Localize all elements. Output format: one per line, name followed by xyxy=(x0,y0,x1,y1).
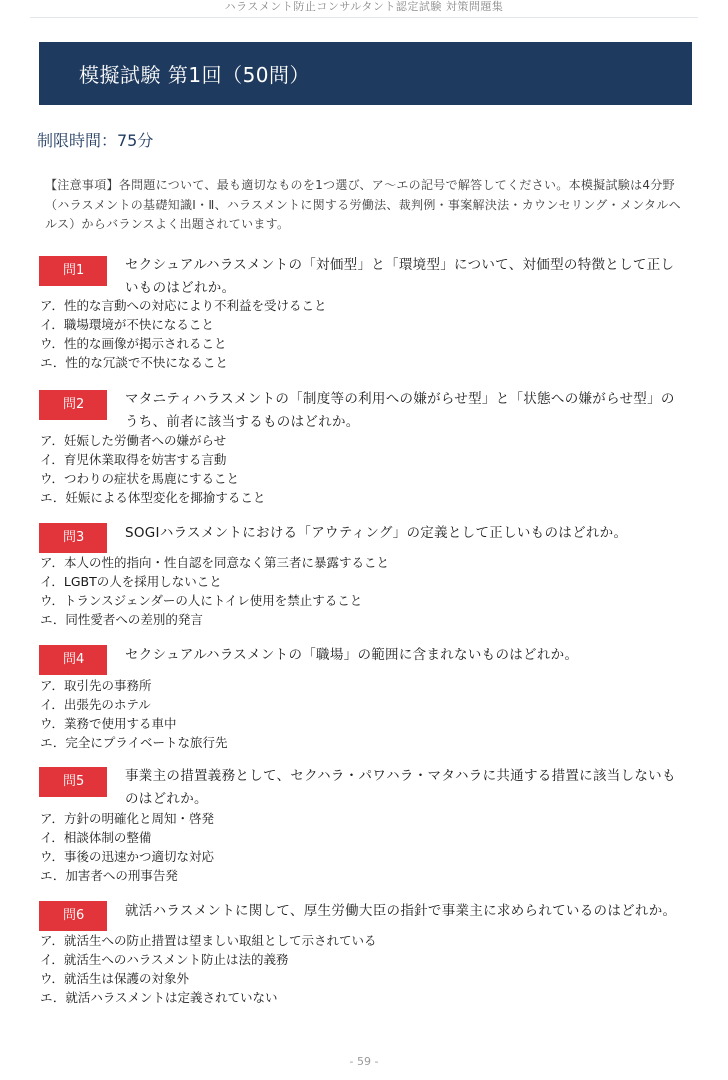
option-b: イ．LGBTの人を採用しないこと xyxy=(40,574,222,589)
page-number: - 59 - xyxy=(349,1055,379,1068)
exam-title: 模擬試験 第1回（50問） xyxy=(79,63,311,87)
option-a: ア．性的な言動への対応により不利益を受けること xyxy=(40,298,327,313)
option-c: ウ．就活生は保護の対象外 xyxy=(40,971,190,986)
question-number-badge: 問3 xyxy=(39,523,107,553)
option-b: イ．出張先のホテル xyxy=(40,697,151,712)
time-limit: 制限時間：75分 xyxy=(37,131,154,150)
option-d: エ．同性愛者への差別的発言 xyxy=(40,612,203,627)
option-list xyxy=(40,553,389,629)
option-d: エ．性的な冗談で不快になること xyxy=(40,355,228,370)
option-b: イ．育児休業取得を妨害する言動 xyxy=(40,452,227,467)
option-list xyxy=(40,296,327,372)
option-list xyxy=(40,676,228,752)
option-list xyxy=(40,809,214,885)
option-c: ウ．事後の迅速かつ適切な対応 xyxy=(40,849,215,864)
option-c: ウ．性的な画像が掲示されること xyxy=(40,336,227,351)
option-a: ア．本人の性的指向・性自認を同意なく第三者に暴露すること xyxy=(40,555,390,570)
exam-notice: 【注意事項】各問題について、最も適切なものを1つ選び、ア～エの記号で解答してください。本模擬試験は4分野（ハラスメントの基礎知識Ⅰ・Ⅱ、ハラスメントに関する労働法、裁判例・事案解決法・カウンセリング・メンタルヘルス）からバランスよく出題されています。 xyxy=(45,178,681,231)
option-c: ウ．トランスジェンダーの人にトイレ使用を禁止すること xyxy=(40,593,363,608)
question-text: 就活ハラスメントに関して、厚生労働大臣の指針で事業主に求められているのはどれか。 xyxy=(125,903,677,919)
question-text: セクシュアルハラスメントの「職場」の範囲に含まれないものはどれか。 xyxy=(125,647,579,663)
question-text: SOGIハラスメントにおける「アウティング」の定義として正しいものはどれか。 xyxy=(125,525,628,541)
question-text: 事業主の措置義務として、セクハラ・パワハラ・マタハラに共通する措置に該当しないものはどれか。 xyxy=(125,768,676,807)
option-d: エ．就活ハラスメントは定義されていない xyxy=(40,990,278,1005)
question-number-badge: 問4 xyxy=(39,645,107,675)
header-divider xyxy=(30,17,698,18)
option-c: ウ．つわりの症状を馬鹿にすること xyxy=(40,471,240,486)
question-number-badge: 問5 xyxy=(39,767,107,797)
option-b: イ．相談体制の整備 xyxy=(40,830,152,845)
option-a: ア．方針の明確化と周知・啓発 xyxy=(40,811,215,826)
option-d: エ．完全にプライベートな旅行先 xyxy=(40,735,228,750)
option-d: エ．加害者への刑事告発 xyxy=(40,868,178,883)
question-number-badge: 問6 xyxy=(39,901,107,931)
option-list xyxy=(40,931,377,1007)
question-number-badge: 問2 xyxy=(39,390,107,420)
question-text: マタニティハラスメントの「制度等の利用への嫌がらせ型」と「状態への嫌がらせ型」のうち、前者に該当するものはどれか。 xyxy=(125,391,675,430)
option-a: ア．就活生への防止措置は望ましい取組として示されている xyxy=(40,933,377,948)
question-text: セクシュアルハラスメントの「対価型」と「環境型」について、対価型の特徴として正しいものはどれか。 xyxy=(125,257,675,296)
option-c: ウ．業務で使用する車中 xyxy=(40,716,177,731)
running-header: ハラスメント防止コンサルタント認定試験 対策問題集 xyxy=(224,0,504,13)
option-list xyxy=(40,431,265,507)
question-number-badge: 問1 xyxy=(39,256,107,286)
option-b: イ．職場環境が不快になること xyxy=(40,317,214,332)
option-a: ア．妊娠した労働者への嫌がらせ xyxy=(40,433,227,448)
option-b: イ．就活生へのハラスメント防止は法的義務 xyxy=(40,952,289,967)
exam-title-banner xyxy=(39,42,692,105)
option-d: エ．妊娠による体型変化を揶揄すること xyxy=(40,490,266,505)
option-a: ア．取引先の事務所 xyxy=(40,678,152,693)
